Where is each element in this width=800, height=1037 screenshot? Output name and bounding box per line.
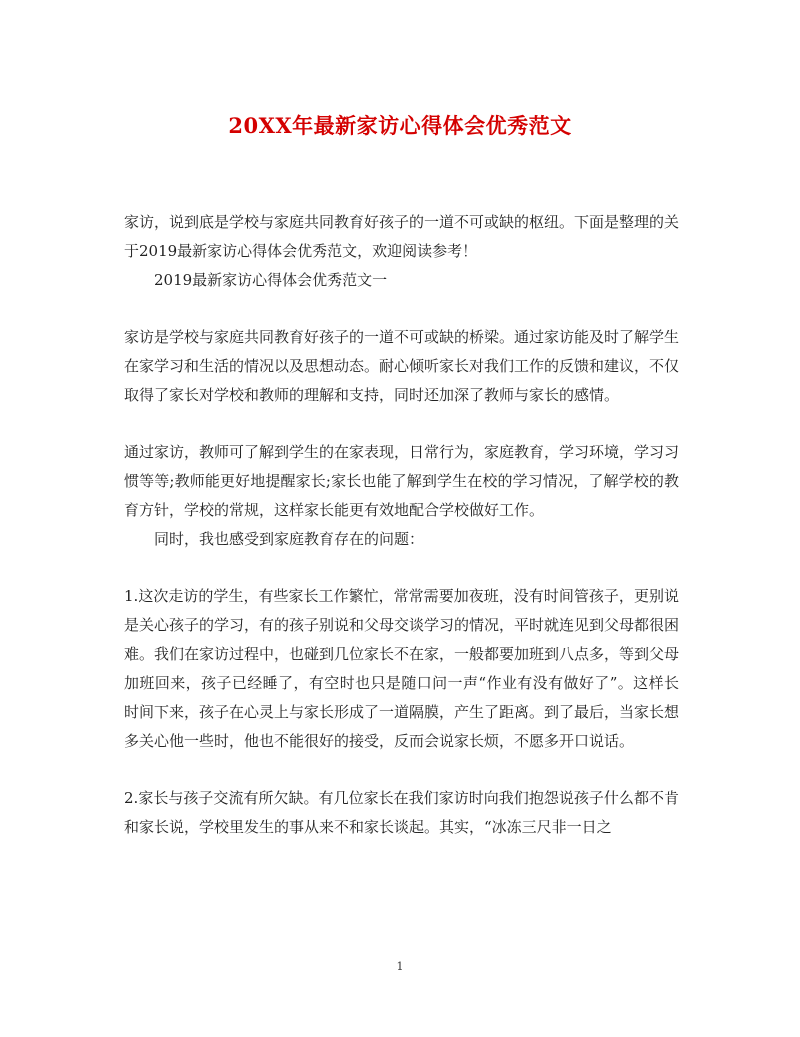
body-paragraph: 同时，我也感受到家庭教育存在的问题： <box>154 530 425 548</box>
page-number: 1 <box>396 960 404 973</box>
intro-paragraph: 家访，说到底是学校与家庭共同教育好孩子的一道不可或缺的枢纽。下面是整理的关于2019最新家访心得体会优秀范文，欢迎阅读参考！ <box>124 213 680 260</box>
list-item-2: 2.家长与孩子交流有所欠缺。有几位家长在我们家访时向我们抱怨说孩子什么都不肯和家长说，学校里发生的事从来不和家长谈起。其实，“冰冻三尺非一日之 <box>124 789 679 836</box>
document-title: 20XX年最新家访心得体会优秀范文 <box>228 113 572 138</box>
list-item-1: 1.这次走访的学生，有些家长工作繁忙，常常需要加夜班，没有时间管孩子，更别说是关心孩子的学习，有的孩子别说和父母交谈学习的情况，平时就连见到父母都很困难。我们在家访过程中，也碰到几位家长不在家，一般都要加班到八点多，等到父母加班回来，孩子已经睡了，有空时也只是随口问一声“作业有没有做好了”。这样长时间下来，孩子在心灵上与家长形成了一道隔膜，产生了距离。到了最后，当家长想多关心他一些时，他也不能很好的接受，反而会说家长烦，不愿多开口说话。 <box>124 587 680 750</box>
document-body <box>124 208 679 842</box>
body-paragraph: 通过家访，教师可了解到学生的在家表现，日常行为，家庭教育，学习环境，学习习惯等等;教师能更好地提醒家长;家长也能了解到学生在校的学习情况，了解学校的教育方针，学校的常规，这样家长能更有效地配合学校做好工作。 <box>124 443 680 519</box>
section-heading: 2019最新家访心得体会优秀范文一 <box>154 271 388 289</box>
body-paragraph: 家访是学校与家庭共同教育好孩子的一道不可或缺的桥梁。通过家访能及时了解学生在家学习和生活的情况以及思想动态。耐心倾听家长对我们工作的反馈和建议，不仅取得了家长对学校和教师的理解和支持，同时还加深了教师与家长的感情。 <box>124 328 680 404</box>
